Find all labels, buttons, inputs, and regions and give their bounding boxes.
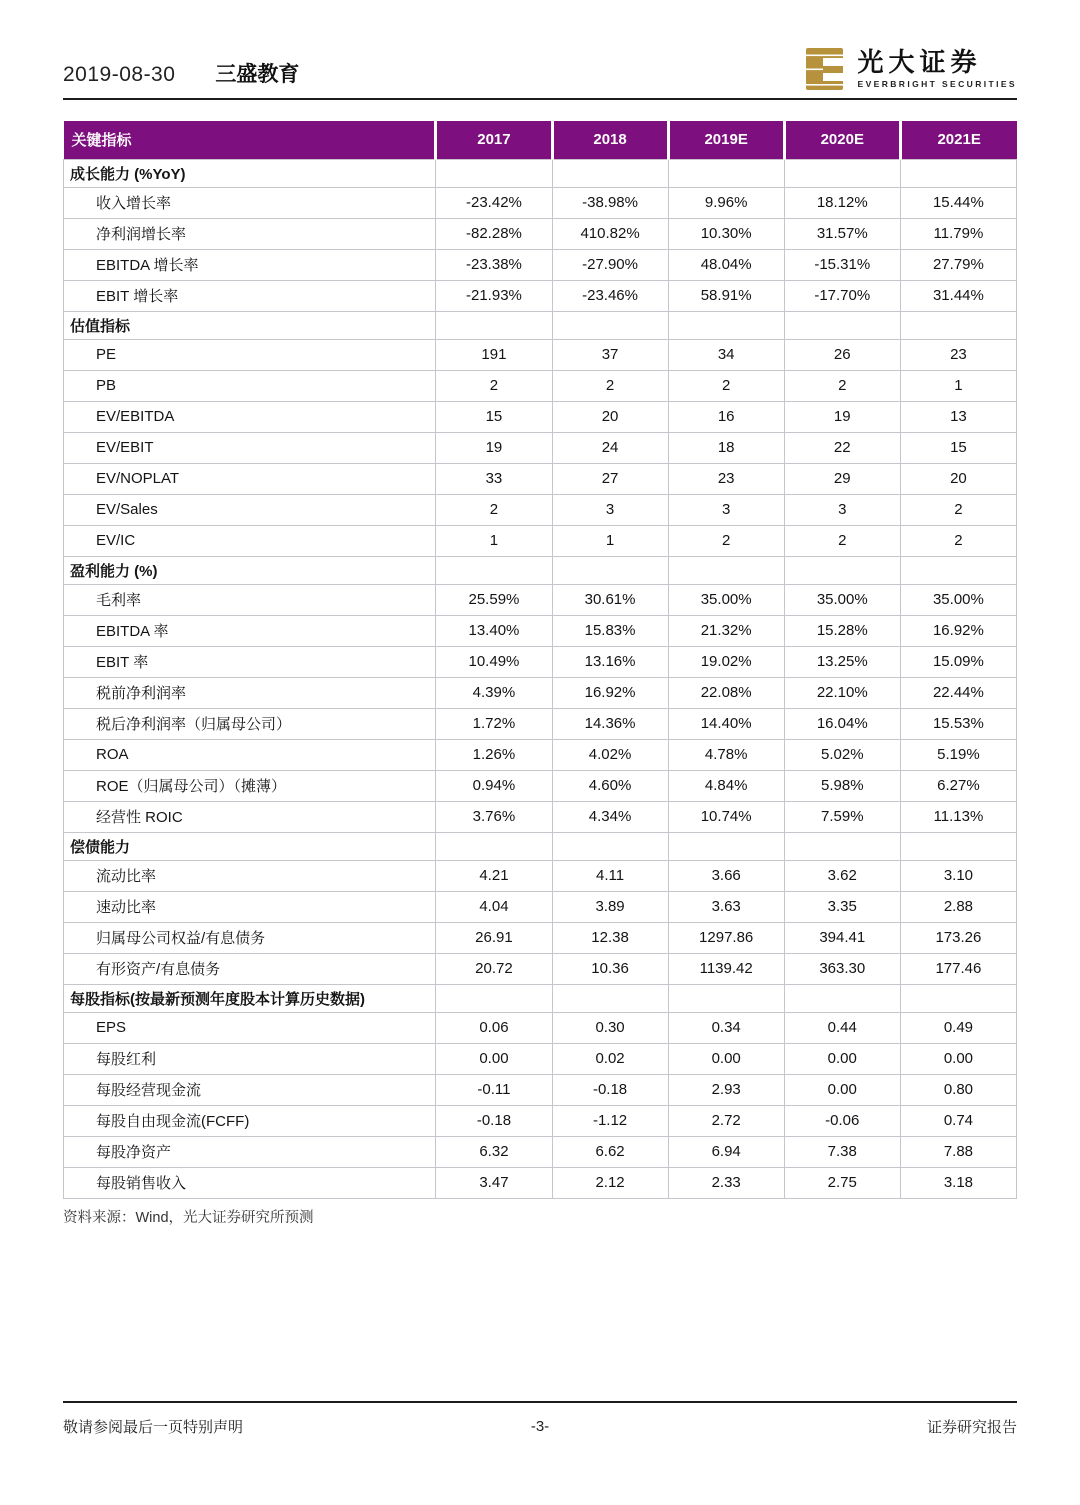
cell-value: 0.02 xyxy=(552,1043,668,1074)
row-label: 归属母公司权益/有息债务 xyxy=(64,922,436,953)
table-row xyxy=(64,770,1017,801)
cell-value: 5.19% xyxy=(900,739,1016,770)
column-header-year: 2020E xyxy=(784,121,900,159)
cell-value: 0.00 xyxy=(784,1043,900,1074)
brand-name-en: EVERBRIGHT SECURITIES xyxy=(857,78,1017,89)
row-label: 每股净资产 xyxy=(64,1136,436,1167)
cell-value: 26.91 xyxy=(436,922,552,953)
cell-value: 2.72 xyxy=(668,1105,784,1136)
table-row xyxy=(64,463,1017,494)
section-row xyxy=(64,832,1017,860)
empty-cell xyxy=(900,556,1016,584)
section-title: 每股指标(按最新预测年度股本计算历史数据) xyxy=(64,984,436,1012)
page-footer xyxy=(63,1401,1017,1437)
report-date: 2019-08-30 xyxy=(63,63,176,86)
row-label: PE xyxy=(64,339,436,370)
empty-cell xyxy=(668,159,784,187)
empty-cell xyxy=(436,159,552,187)
cell-value: 30.61% xyxy=(552,584,668,615)
cell-value: 19 xyxy=(784,401,900,432)
cell-value: 16 xyxy=(668,401,784,432)
table-row xyxy=(64,1043,1017,1074)
cell-value: 1 xyxy=(436,525,552,556)
cell-value: 3.18 xyxy=(900,1167,1016,1198)
cell-value: 18.12% xyxy=(784,187,900,218)
empty-cell xyxy=(784,311,900,339)
cell-value: 10.30% xyxy=(668,218,784,249)
cell-value: 15.83% xyxy=(552,615,668,646)
empty-cell xyxy=(668,984,784,1012)
table-row xyxy=(64,280,1017,311)
table-row xyxy=(64,891,1017,922)
cell-value: 3.89 xyxy=(552,891,668,922)
table-row xyxy=(64,525,1017,556)
cell-value: 22.44% xyxy=(900,677,1016,708)
cell-value: -82.28% xyxy=(436,218,552,249)
row-label: EBIT 增长率 xyxy=(64,280,436,311)
cell-value: 10.36 xyxy=(552,953,668,984)
brand-text xyxy=(857,47,1018,89)
cell-value: -17.70% xyxy=(784,280,900,311)
cell-value: 10.49% xyxy=(436,646,552,677)
cell-value: 13 xyxy=(900,401,1016,432)
cell-value: 2 xyxy=(552,370,668,401)
table-row xyxy=(64,249,1017,280)
table-row xyxy=(64,953,1017,984)
cell-value: 23 xyxy=(668,463,784,494)
row-label: EV/Sales xyxy=(64,494,436,525)
cell-value: 2 xyxy=(900,525,1016,556)
cell-value: 4.04 xyxy=(436,891,552,922)
row-label: 税后净利润率（归属母公司） xyxy=(64,708,436,739)
cell-value: 37 xyxy=(552,339,668,370)
cell-value: 0.00 xyxy=(784,1074,900,1105)
cell-value: 20 xyxy=(552,401,668,432)
cell-value: 0.44 xyxy=(784,1012,900,1043)
table-row xyxy=(64,677,1017,708)
cell-value: 0.80 xyxy=(900,1074,1016,1105)
row-label: EBITDA 率 xyxy=(64,615,436,646)
cell-value: 16.92% xyxy=(900,615,1016,646)
table-row xyxy=(64,1012,1017,1043)
table-row xyxy=(64,739,1017,770)
data-source-note: 资料来源：Wind，光大证券研究所预测 xyxy=(63,1209,314,1226)
table-row xyxy=(64,584,1017,615)
column-header-year: 2017 xyxy=(436,121,552,159)
table-row xyxy=(64,801,1017,832)
header-title-group xyxy=(63,58,299,96)
table-row xyxy=(64,1167,1017,1198)
row-label: 净利润增长率 xyxy=(64,218,436,249)
table-row xyxy=(64,1105,1017,1136)
cell-value: 15.53% xyxy=(900,708,1016,739)
cell-value: 2 xyxy=(784,370,900,401)
table-row xyxy=(64,860,1017,891)
cell-value: 4.02% xyxy=(552,739,668,770)
row-label: 每股经营现金流 xyxy=(64,1074,436,1105)
cell-value: -23.46% xyxy=(552,280,668,311)
row-label: EBITDA 增长率 xyxy=(64,249,436,280)
row-label: EV/EBITDA xyxy=(64,401,436,432)
cell-value: 4.34% xyxy=(552,801,668,832)
row-label: 速动比率 xyxy=(64,891,436,922)
cell-value: 6.62 xyxy=(552,1136,668,1167)
cell-value: -38.98% xyxy=(552,187,668,218)
table-body xyxy=(64,159,1017,1198)
table-row xyxy=(64,339,1017,370)
row-label: 每股销售收入 xyxy=(64,1167,436,1198)
cell-value: 20.72 xyxy=(436,953,552,984)
cell-value: 24 xyxy=(552,432,668,463)
cell-value: 20 xyxy=(900,463,1016,494)
cell-value: 15.28% xyxy=(784,615,900,646)
empty-cell xyxy=(552,556,668,584)
empty-cell xyxy=(784,159,900,187)
cell-value: -15.31% xyxy=(784,249,900,280)
empty-cell xyxy=(668,311,784,339)
empty-cell xyxy=(784,556,900,584)
row-label: 每股自由现金流(FCFF) xyxy=(64,1105,436,1136)
page-header xyxy=(63,0,1017,96)
cell-value: 2.12 xyxy=(552,1167,668,1198)
cell-value: -0.06 xyxy=(784,1105,900,1136)
cell-value: 3.47 xyxy=(436,1167,552,1198)
cell-value: 1139.42 xyxy=(668,953,784,984)
table-row xyxy=(64,401,1017,432)
cell-value: 15 xyxy=(436,401,552,432)
cell-value: 35.00% xyxy=(668,584,784,615)
empty-cell xyxy=(552,832,668,860)
table-row xyxy=(64,646,1017,677)
cell-value: 3.76% xyxy=(436,801,552,832)
section-title: 盈利能力 (%) xyxy=(64,556,436,584)
empty-cell xyxy=(552,984,668,1012)
cell-value: 2.93 xyxy=(668,1074,784,1105)
cell-value: 5.98% xyxy=(784,770,900,801)
footer-report-type: 证券研究报告 xyxy=(926,1419,1017,1436)
row-label: EV/NOPLAT xyxy=(64,463,436,494)
cell-value: 177.46 xyxy=(900,953,1016,984)
section-row xyxy=(64,159,1017,187)
cell-value: 0.00 xyxy=(436,1043,552,1074)
cell-value: 22.08% xyxy=(668,677,784,708)
cell-value: 0.00 xyxy=(900,1043,1016,1074)
column-header-year: 2019E xyxy=(668,121,784,159)
cell-value: 4.21 xyxy=(436,860,552,891)
empty-cell xyxy=(668,832,784,860)
cell-value: 0.00 xyxy=(668,1043,784,1074)
cell-value: 3.10 xyxy=(900,860,1016,891)
row-label: ROE（归属母公司）（摊薄） xyxy=(64,770,436,801)
column-header-year: 2021E xyxy=(900,121,1016,159)
section-row xyxy=(64,311,1017,339)
company-name: 三盛教育 xyxy=(215,63,300,86)
cell-value: 0.06 xyxy=(436,1012,552,1043)
cell-value: 1.26% xyxy=(436,739,552,770)
cell-value: -0.18 xyxy=(552,1074,668,1105)
table-row xyxy=(64,494,1017,525)
cell-value: 2 xyxy=(784,525,900,556)
cell-value: 3.66 xyxy=(668,860,784,891)
cell-value: 31.57% xyxy=(784,218,900,249)
cell-value: 2 xyxy=(668,370,784,401)
table-row xyxy=(64,1074,1017,1105)
cell-value: 2 xyxy=(436,370,552,401)
cell-value: 0.30 xyxy=(552,1012,668,1043)
cell-value: 15.09% xyxy=(900,646,1016,677)
cell-value: 14.40% xyxy=(668,708,784,739)
key-metrics-table xyxy=(63,121,1017,1199)
row-label: PB xyxy=(64,370,436,401)
section-title: 成长能力 (%YoY) xyxy=(64,159,436,187)
cell-value: 0.49 xyxy=(900,1012,1016,1043)
table-row xyxy=(64,708,1017,739)
cell-value: 6.94 xyxy=(668,1136,784,1167)
cell-value: 21.32% xyxy=(668,615,784,646)
cell-value: 410.82% xyxy=(552,218,668,249)
cell-value: 14.36% xyxy=(552,708,668,739)
cell-value: 2.75 xyxy=(784,1167,900,1198)
empty-cell xyxy=(668,556,784,584)
cell-value: 2.88 xyxy=(900,891,1016,922)
cell-value: 3 xyxy=(784,494,900,525)
cell-value: 27.79% xyxy=(900,249,1016,280)
cell-value: 34 xyxy=(668,339,784,370)
cell-value: 26 xyxy=(784,339,900,370)
empty-cell xyxy=(552,311,668,339)
row-label: EV/EBIT xyxy=(64,432,436,463)
brand-logo xyxy=(803,46,1018,96)
cell-value: 2 xyxy=(900,494,1016,525)
column-header-year: 2018 xyxy=(552,121,668,159)
table-header xyxy=(64,121,1017,159)
cell-value: 173.26 xyxy=(900,922,1016,953)
cell-value: 48.04% xyxy=(668,249,784,280)
section-row xyxy=(64,556,1017,584)
cell-value: 9.96% xyxy=(668,187,784,218)
cell-value: 7.59% xyxy=(784,801,900,832)
cell-value: 3 xyxy=(552,494,668,525)
cell-value: -23.38% xyxy=(436,249,552,280)
cell-value: 10.74% xyxy=(668,801,784,832)
table-row xyxy=(64,432,1017,463)
cell-value: -0.18 xyxy=(436,1105,552,1136)
row-label: EV/IC xyxy=(64,525,436,556)
everbright-logo-icon xyxy=(803,46,849,92)
cell-value: 16.04% xyxy=(784,708,900,739)
cell-value: 19 xyxy=(436,432,552,463)
footer-disclaimer: 敬请参阅最后一页特别声明 xyxy=(63,1419,244,1436)
cell-value: 11.79% xyxy=(900,218,1016,249)
empty-cell xyxy=(900,984,1016,1012)
cell-value: -0.11 xyxy=(436,1074,552,1105)
cell-value: 23 xyxy=(900,339,1016,370)
cell-value: 12.38 xyxy=(552,922,668,953)
cell-value: 191 xyxy=(436,339,552,370)
cell-value: 5.02% xyxy=(784,739,900,770)
cell-value: 2 xyxy=(436,494,552,525)
cell-value: 18 xyxy=(668,432,784,463)
cell-value: 4.60% xyxy=(552,770,668,801)
cell-value: 22.10% xyxy=(784,677,900,708)
table-row xyxy=(64,615,1017,646)
cell-value: 15 xyxy=(900,432,1016,463)
page-number: -3- xyxy=(530,1418,550,1435)
cell-value: 7.88 xyxy=(900,1136,1016,1167)
row-label: 毛利率 xyxy=(64,584,436,615)
cell-value: 1 xyxy=(900,370,1016,401)
table-row xyxy=(64,370,1017,401)
cell-value: 6.27% xyxy=(900,770,1016,801)
row-label: ROA xyxy=(64,739,436,770)
header-divider xyxy=(63,98,1017,100)
cell-value: -21.93% xyxy=(436,280,552,311)
cell-value: 4.11 xyxy=(552,860,668,891)
cell-value: -1.12 xyxy=(552,1105,668,1136)
empty-cell xyxy=(784,984,900,1012)
cell-value: 33 xyxy=(436,463,552,494)
cell-value: 4.39% xyxy=(436,677,552,708)
empty-cell xyxy=(900,159,1016,187)
section-row xyxy=(64,984,1017,1012)
empty-cell xyxy=(900,832,1016,860)
empty-cell xyxy=(436,556,552,584)
cell-value: 6.32 xyxy=(436,1136,552,1167)
cell-value: 3.63 xyxy=(668,891,784,922)
cell-value: 3.35 xyxy=(784,891,900,922)
cell-value: 27 xyxy=(552,463,668,494)
row-label: 每股红利 xyxy=(64,1043,436,1074)
cell-value: 4.78% xyxy=(668,739,784,770)
cell-value: 2.33 xyxy=(668,1167,784,1198)
column-header-metrics: 关键指标 xyxy=(64,121,436,159)
row-label: 流动比率 xyxy=(64,860,436,891)
cell-value: 1 xyxy=(552,525,668,556)
empty-cell xyxy=(436,984,552,1012)
cell-value: 13.16% xyxy=(552,646,668,677)
cell-value: 4.84% xyxy=(668,770,784,801)
empty-cell xyxy=(436,832,552,860)
cell-value: -27.90% xyxy=(552,249,668,280)
table-header-row xyxy=(64,121,1017,159)
cell-value: 7.38 xyxy=(784,1136,900,1167)
cell-value: 22 xyxy=(784,432,900,463)
cell-value: 3.62 xyxy=(784,860,900,891)
row-label: 收入增长率 xyxy=(64,187,436,218)
cell-value: 31.44% xyxy=(900,280,1016,311)
table-row xyxy=(64,187,1017,218)
cell-value: 19.02% xyxy=(668,646,784,677)
empty-cell xyxy=(784,832,900,860)
empty-cell xyxy=(552,159,668,187)
cell-value: 35.00% xyxy=(900,584,1016,615)
cell-value: 15.44% xyxy=(900,187,1016,218)
section-title: 估值指标 xyxy=(64,311,436,339)
section-title: 偿债能力 xyxy=(64,832,436,860)
brand-name-cn: 光大证券 xyxy=(857,47,982,77)
cell-value: 11.13% xyxy=(900,801,1016,832)
table-row xyxy=(64,922,1017,953)
empty-cell xyxy=(436,311,552,339)
cell-value: 58.91% xyxy=(668,280,784,311)
cell-value: 0.94% xyxy=(436,770,552,801)
empty-cell xyxy=(900,311,1016,339)
row-label: EPS xyxy=(64,1012,436,1043)
table-row xyxy=(64,218,1017,249)
table-row xyxy=(64,1136,1017,1167)
row-label: EBIT 率 xyxy=(64,646,436,677)
row-label: 经营性 ROIC xyxy=(64,801,436,832)
cell-value: 1.72% xyxy=(436,708,552,739)
cell-value: 35.00% xyxy=(784,584,900,615)
cell-value: 0.74 xyxy=(900,1105,1016,1136)
cell-value: -23.42% xyxy=(436,187,552,218)
cell-value: 16.92% xyxy=(552,677,668,708)
cell-value: 3 xyxy=(668,494,784,525)
cell-value: 29 xyxy=(784,463,900,494)
cell-value: 13.40% xyxy=(436,615,552,646)
cell-value: 1297.86 xyxy=(668,922,784,953)
cell-value: 394.41 xyxy=(784,922,900,953)
cell-value: 363.30 xyxy=(784,953,900,984)
row-label: 税前净利润率 xyxy=(64,677,436,708)
cell-value: 0.34 xyxy=(668,1012,784,1043)
cell-value: 2 xyxy=(668,525,784,556)
cell-value: 25.59% xyxy=(436,584,552,615)
row-label: 有形资产/有息债务 xyxy=(64,953,436,984)
cell-value: 13.25% xyxy=(784,646,900,677)
